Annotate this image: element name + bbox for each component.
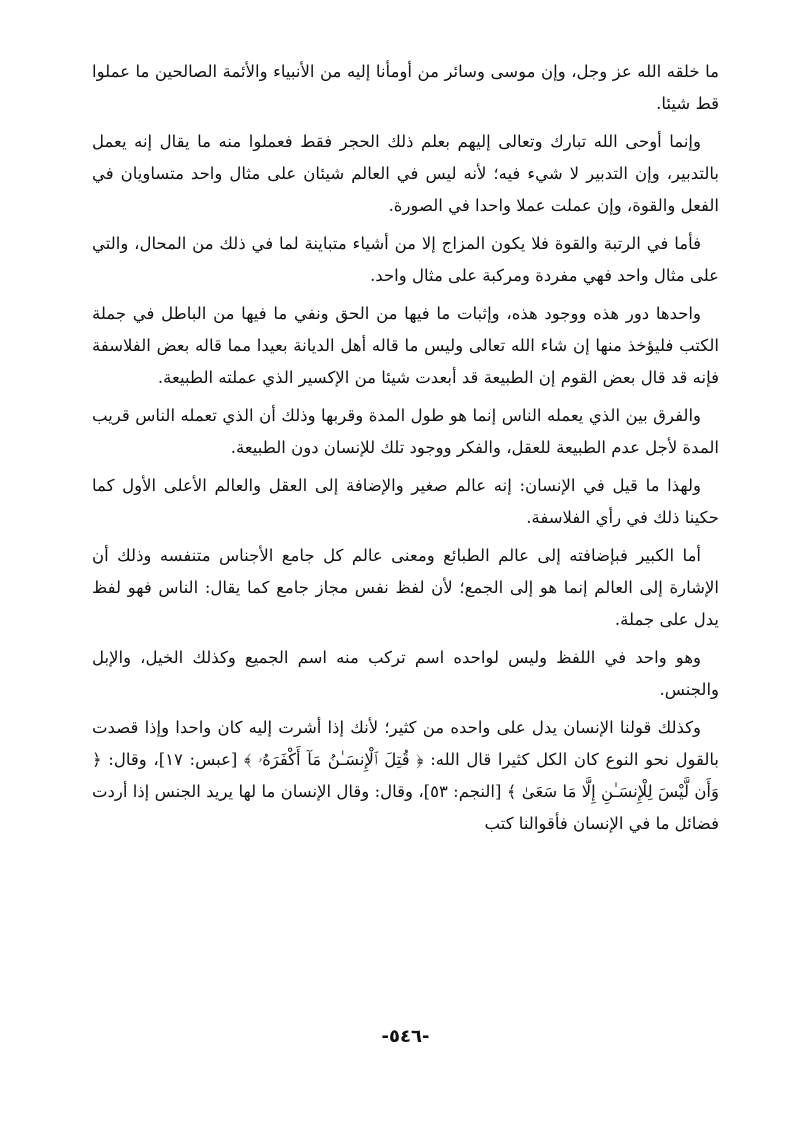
page-number: -٥٤٦- [381,1026,430,1047]
paragraph: واحدها دور هذه ووجود هذه، وإثبات ما فيها من الحق ونفي ما فيها من الباطل في جملة الكتب فليؤخذ منها إن شاء الله تعالى وليس ما قاله أهل الديانة بعيدا مما قاله بعض الفلاسفة فإنه قد قال بعض القوم إن الطبيعة قد أبعدت شيئا من الإكسير الذي عملته الطبيعة. [92,304,719,387]
paragraph: وكذلك قولنا الإنسان يدل على واحده من كثير؛ لأنك إذا أشرت إليه كان واحدا وإذا قصدت بالقول نحو النوع كان الكل كثيرا قال الله: ﴿ قُتِلَ ٱلْإِنسَـٰنُ مَآ أَكْفَرَهُۥ ﴾ [عبس: ١٧]، وقال: ﴿ وَأَن لَّيْسَ لِلْإِنسَـٰنِ إِلَّا مَا سَعَىٰ ﴾ [النجم: ٥٣]، وقال: وقال الإنسان ما لها يريد الجنس إذا أردت فضائل ما في الإنسان فأقوالنا كتب [92,718,719,833]
paragraph: ولهذا ما قيل في الإنسان: إنه عالم صغير والإضافة إلى العقل والعالم الأعلى الأول كما حكينا ذلك في رأي الفلاسفة. [92,476,719,527]
paragraph: ما خلقه الله عز وجل، وإن موسى وسائر من أومأنا إليه من الأنبياء والأئمة الصالحين ما عملوا قط شيئا. [92,62,719,113]
paragraph: فأما في الرتبة والقوة فلا يكون المزاج إلا من أشياء متباينة لما في ذلك من المحال، والتي على مثال واحد فهي مفردة ومركبة على مثال واحد. [92,234,719,285]
body-text [92,56,719,840]
paragraph: وإنما أوحى الله تبارك وتعالى إليهم بعلم ذلك الحجر فقط فعملوا منه ما يقال إنه يعمل بالتدبير، وإن التدبير لا شيء فيه؛ لأنه ليس في العالم شيئان على مثال واحد متساويان في الفعل والقوة، وإن عملت عملا واحدا في الصورة. [92,132,719,215]
paragraph: أما الكبير فبإضافته إلى عالم الطبائع ومعنى عالم كل جامع الأجناس متنفسه وذلك أن الإشارة إلى العالم إنما هو إلى الجمع؛ لأن لفظ نفس مجاز جامع كما يقال: الناس فهو لفظ يدل على جملة. [92,546,719,629]
paragraph: والفرق بين الذي يعمله الناس إنما هو طول المدة وقربها وذلك أن الذي تعمله الناس قريب المدة لأجل عدم الطبيعة للعقل، والفكر ووجود تلك للإنسان دون الطبيعة. [92,406,719,457]
paragraph: وهو واحد في اللفظ وليس لواحده اسم تركب منه اسم الجميع وكذلك الخيل، والإبل والجنس. [92,648,719,699]
